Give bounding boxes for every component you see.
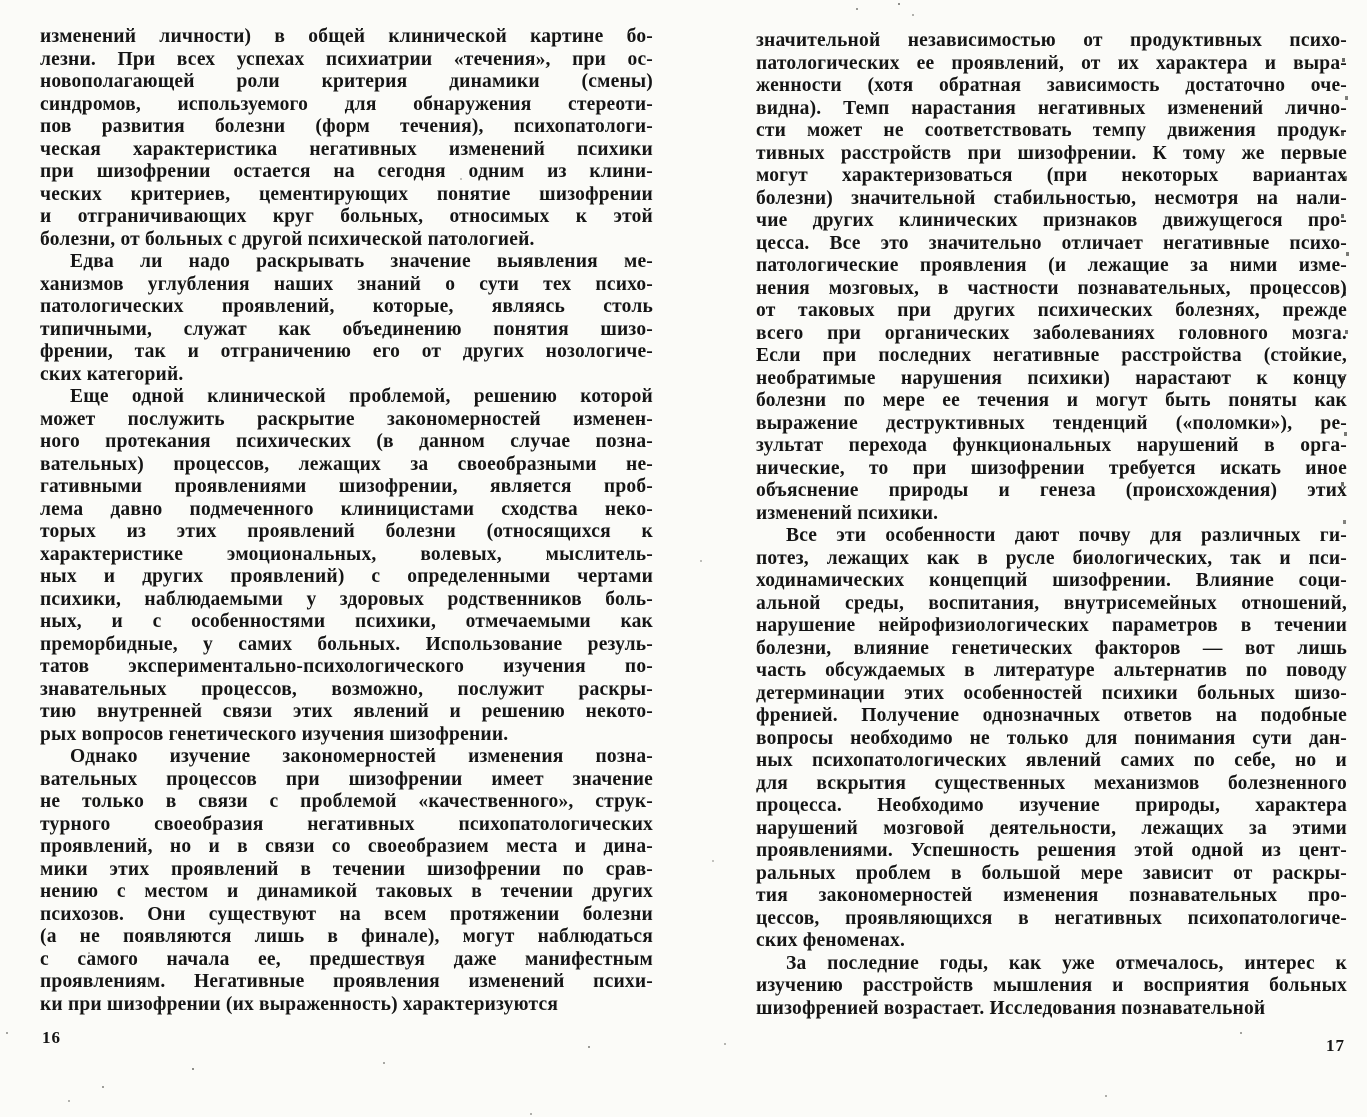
text-line: нарушение нейрофизиологических параметров в течении bbox=[756, 615, 1347, 636]
text-line: турного своеобразия негативных психопатологических bbox=[40, 813, 653, 835]
text-line: детерминации этих особенностей психики больных шизо- bbox=[756, 682, 1347, 704]
text-line: шизофренией возрастает. Исследования познавательной bbox=[756, 997, 1266, 1019]
text-line: проявлений, но и в связи со своеобразием места и дина- bbox=[40, 836, 653, 857]
text-line: ки при шизофрении (их выраженность) характеризуются bbox=[40, 993, 559, 1015]
page-number-right: 17 bbox=[1326, 1036, 1345, 1055]
page-number-left: 16 bbox=[42, 1028, 61, 1047]
text-line: тия закономерностей изменения познавательных про- bbox=[756, 885, 1347, 906]
text-line: пов развития болезни (форм течения), психопатологи- bbox=[40, 116, 653, 137]
text-line: патологических ее проявлений, от их характера и выра- bbox=[756, 52, 1347, 74]
text-line: ходинамических концепций шизофрении. Влияние соци- bbox=[756, 570, 1347, 591]
text-line: для вскрытия существенных механизмов болезненного bbox=[756, 772, 1347, 794]
text-line: рых вопросов генетического изучения шизофрении. bbox=[40, 723, 509, 745]
text-line: цесса. Все это значительно отличает негативные психо- bbox=[756, 232, 1347, 254]
text-line: преморбидные, у самих больных. Использование резуль- bbox=[40, 633, 653, 655]
text-line: новополагающей роли критерия динамики (смены) bbox=[40, 71, 653, 92]
text-line: могут характеризоваться (при некоторых вариантах bbox=[756, 165, 1347, 186]
text-line: при шизофрении остается на сегодня одним из клини- bbox=[40, 161, 653, 182]
text-line: с самого начала ее, предшествуя даже манифестным bbox=[40, 948, 653, 970]
text-line: видна). Темп нарастания негативных изменений лично- bbox=[756, 97, 1347, 119]
text-line: (а не появляются лишь в финале), могут наблюдаться bbox=[40, 926, 653, 947]
text-line: проявлениям. Негативные проявления изменений психи- bbox=[40, 971, 653, 992]
text-line: вопросы необходимо не только для понимания сути дан- bbox=[756, 727, 1347, 749]
text-line: ческих критериев, цементирующих понятие шизофрении bbox=[40, 183, 653, 205]
text-line: френией. Получение однозначных ответов на подобные bbox=[756, 705, 1347, 726]
text-line: вательных процессов при шизофрении имеет значение bbox=[40, 768, 653, 790]
text-line: вательных) процессов, лежащих за своеобразными не- bbox=[40, 453, 653, 475]
text-line: значительной независимостью от продуктивных психо- bbox=[756, 30, 1347, 51]
text-line: лезни. При всех успехах психиатрии «течения», при ос- bbox=[40, 48, 653, 70]
text-line: изменений личности) в общей клинической картине бо- bbox=[40, 26, 653, 47]
scan-edge-bleed-marks bbox=[0, 0, 3, 4]
text-line: и отграничивающих круг больных, относимых к этой bbox=[40, 206, 653, 227]
text-line: нению с местом и динамикой таковых в течении других bbox=[40, 881, 653, 902]
text-line: ных, и с особенностями психики, отмечаемыми как bbox=[40, 611, 653, 632]
text-line: ских феноменах. bbox=[756, 930, 906, 951]
text-line: патологических проявлений, которые, являясь столь bbox=[40, 296, 653, 317]
text-line: выражение деструктивных тенденций («поломки»), ре- bbox=[756, 412, 1347, 434]
text-line: торых из этих проявлений болезни (относящихся к bbox=[40, 521, 653, 542]
text-line: характеристике эмоциональных, волевых, мыслитель- bbox=[40, 543, 653, 565]
text-line: болезни, влияние генетических факторов — вот лишь bbox=[756, 637, 1347, 659]
text-line: патологические проявления (и лежащие за ними изме- bbox=[756, 255, 1347, 276]
text-line: Еще одной клинической проблемой, решению которой bbox=[70, 386, 653, 407]
text-line: лема давно подмеченного клиницистами сходства неко- bbox=[40, 498, 653, 520]
text-line: ханизмов углубления наших знаний о сути тех психо- bbox=[40, 273, 653, 295]
text-line: тию внутренней связи этих явлений и решению некото- bbox=[40, 701, 653, 722]
text-line: может послужить раскрытие закономерностей изменен- bbox=[40, 408, 653, 430]
text-line: часть обсуждаемых в литературе альтернатив по поводу bbox=[756, 660, 1347, 681]
text-line: знавательных процессов, возможно, послужит раскры- bbox=[40, 678, 653, 700]
text-line: нения мозговых, в частности познавательных, процессов) bbox=[756, 277, 1347, 299]
text-line: френии, так и отграничению его от других нозологиче- bbox=[40, 341, 653, 362]
text-line: За последние годы, как уже отмечалось, интерес к bbox=[786, 952, 1347, 974]
text-line: альной среды, воспитания, внутрисемейных отношений, bbox=[756, 592, 1347, 614]
text-line: мики этих проявлений в течении шизофрении по срав- bbox=[40, 858, 653, 880]
text-line: психозов. Они существуют на всем протяжении болезни bbox=[40, 903, 653, 925]
page-left-text bbox=[40, 26, 653, 1016]
text-line: психики, наблюдаемыми у здоровых родственников боль- bbox=[40, 588, 653, 610]
text-line: ного протекания психических (в данном случае позна- bbox=[40, 431, 653, 452]
text-line: цессов, проявляющихся в негативных психопатологиче- bbox=[756, 907, 1347, 929]
text-line: болезни по мере ее течения и могут быть поняты как bbox=[756, 390, 1347, 411]
text-line: потез, лежащих как в русле биологических, так и пси- bbox=[756, 547, 1347, 569]
text-line: ных психопатологических явлений самих по себе, но и bbox=[756, 750, 1347, 771]
text-line: нические, то при шизофрении требуется искать иное bbox=[756, 457, 1347, 479]
text-line: синдромов, используемого для обнаружения стереоти- bbox=[40, 93, 653, 115]
text-line: процесса. Необходимо изучение природы, характера bbox=[756, 795, 1347, 816]
text-line: не только в связи с проблемой «качественного», струк- bbox=[40, 791, 653, 812]
text-line: зультат перехода функциональных нарушений в орга- bbox=[756, 435, 1347, 456]
text-line: необратимые нарушения психики) нарастают к концу bbox=[756, 367, 1347, 389]
text-line: сти может не соответствовать темпу движения продук- bbox=[756, 120, 1347, 141]
text-line: типичными, служат как объединению понятия шизо- bbox=[40, 318, 653, 340]
text-line: Если при последних негативные расстройства (стойкие, bbox=[756, 345, 1347, 366]
page-right-text bbox=[756, 30, 1347, 1020]
text-line: тивных расстройств при шизофрении. К тому же первые bbox=[756, 142, 1347, 164]
text-line: болезни) значительной стабильностью, несмотря на нали- bbox=[756, 187, 1347, 209]
text-line: от таковых при других психических болезнях, прежде bbox=[756, 300, 1347, 321]
text-line: изменений психики. bbox=[756, 502, 939, 524]
text-line: Едва ли надо раскрывать значение выявления ме- bbox=[70, 251, 653, 272]
text-line: ных и других проявлений) с определенными чертами bbox=[40, 566, 653, 587]
text-line: Однако изучение закономерностей изменения позна- bbox=[70, 746, 653, 767]
text-line: ральных проблем в большой мере зависит от раскры- bbox=[756, 862, 1347, 884]
text-line: изучению расстройств мышления и восприятия больных bbox=[756, 975, 1347, 996]
text-line: объяснение природы и генеза (происхождения) этих bbox=[756, 480, 1347, 501]
text-line: болезни, от больных с другой психической патологией. bbox=[40, 228, 535, 250]
text-line: нарушений мозговой деятельности, лежащих за этими bbox=[756, 817, 1347, 839]
text-line: ческая характеристика негативных изменений психики bbox=[40, 138, 653, 160]
text-line: ских категорий. bbox=[40, 363, 184, 385]
text-line: чие других клинических признаков движущегося про- bbox=[756, 210, 1347, 231]
text-line: гативными проявлениями шизофрении, является проб- bbox=[40, 476, 653, 497]
text-line: всего при органических заболеваниях головного мозга. bbox=[756, 322, 1347, 344]
text-line: проявлениями. Успешность решения этой одной из цент- bbox=[756, 840, 1347, 861]
text-line: Все эти особенности дают почву для различных ги- bbox=[786, 525, 1347, 546]
text-line: женности (хотя обратная зависимость достаточно оче- bbox=[756, 75, 1347, 96]
text-line: татов экспериментально-психологического изучения по- bbox=[40, 656, 653, 677]
